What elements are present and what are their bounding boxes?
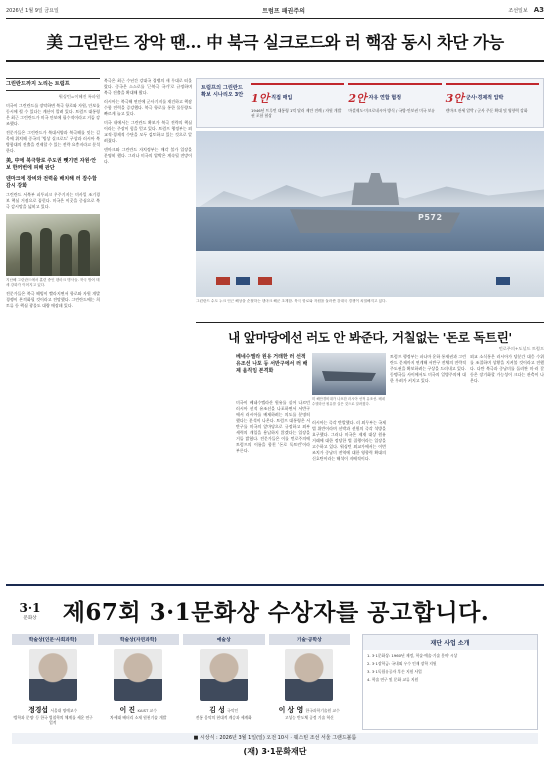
foundation-intro-box xyxy=(362,634,538,730)
winner-portrait xyxy=(200,649,248,701)
winner-affiliation: 한국과학기술원 교수 xyxy=(305,708,340,713)
winner-category: 학술상(자연과학) xyxy=(98,634,180,645)
winners-list xyxy=(12,634,350,730)
winner-name: 이 진 xyxy=(119,706,136,714)
page-header xyxy=(6,4,544,16)
left-subhead: 美, 中에 북극항로 주도권 뺏기면 자원·안보 한꺼번에 피해 판단 xyxy=(6,158,97,171)
winner-achievement: 전통 음악의 현대적 계승과 세계화 xyxy=(195,715,252,720)
foundation-name: (재) 3·1문화재단 xyxy=(243,747,307,756)
winner-achievement: '법학과 문명' 등 한국 법철학의 체계를 세운 연구 업적 xyxy=(12,715,93,725)
ceremony-info: ■ 시상식 : 2026년 3월 1일(일) 오전 10시 · 웨스틴 조선 서울 그랜드볼룸 xyxy=(12,733,538,744)
hut-shape xyxy=(236,277,250,285)
step-description: 마셜제도·미크로네시아 방식 / 국방·안보권 미국 보유 xyxy=(348,108,436,113)
left-paragraph: 그린란드 서북부 피투피크 우주기지는 미사일 조기경보 핵심 거점으로 꼽힌다. 미국은 이곳을 중심으로 북극 감시망을 넓히고 있다. xyxy=(6,192,100,209)
body-column: 트럼프 행정부는 파나마 운하 통제권과 그린란드 문제까지 연계해 서반구 전체의 전략적 주도권을 확보하려는 구상을 드러내고 있다. 동맹국들 사이에서도 미국의 일방주의에 대한 우려가 커지고 있다. xyxy=(390,354,466,383)
middle-paragraph: 미국 내에서는 그린란드 확보가 북극 전략의 핵심이라는 주장이 힘을 얻고 있다. 트럼프 행정부는 외교적·경제적 수단을 모두 검토하고 있는 것으로 알려졌다. xyxy=(104,120,192,143)
section-title: 트럼프 패권주의 xyxy=(262,7,305,15)
intro-row: 4. 학술 연구 및 문화 교류 지원 xyxy=(367,677,419,682)
left-paragraph: 전문가들은 북극 해빙이 빨라지면서 항로와 자원 개발 경쟁이 본격화될 것이라고 전망했다. 그린란드에는 희토류 등 핵심 광물도 대량 매장돼 있다. xyxy=(6,291,100,308)
step-description: 1946년 트루먼 대통령 1억 달러 제안 전례 / 자원 개발권 포함 협상 xyxy=(251,108,342,119)
tanker-shape xyxy=(322,371,376,381)
body-column: 러시아는 즉각 반발했다. 러 외무부는 국제법 위반이라며 선박과 선원의 즉각 석방을 요구했다. 그러나 미국은 제재 대상 원유 거래에 대한 정당한 법 집행이라는 입장을 고수하고 있다. 워싱턴 외교가에서는 이번 조치가 중남미 전역에 대한 영향력 확대의 신호탄이라는 해석이 지배적이다. xyxy=(312,420,386,461)
middle-paragraph: 덴마크와 그린란드 자치정부는 매각 불가 입장을 분명히 했다. 그러나 미국의 압박은 계속될 전망이다. xyxy=(104,147,192,164)
left-kicker: 그린란드까지 노리는 트럼프 xyxy=(6,78,100,91)
intro-row: 2. 3·1장학금: 국내외 우수 인재 장학 지원 xyxy=(367,661,437,666)
step-title: 군사·경제적 압박 xyxy=(465,95,504,101)
soldier-figure xyxy=(20,232,32,276)
winner-category: 학술상(인문·사회과학) xyxy=(12,634,94,645)
body-column: 미국이 베네수엘라산 원유를 실어 나르던 러시아 선적 유조선을 나포하면서 서반구에서 러시아를 배제하려는 의도를 분명히 했다는 분석이 나온다. 트럼프 대통령은 서반구를 미국의 앞마당으로 규정하고 외부 세력의 개입을 용납하지 않겠다는 입장을 거듭 밝혔다. 전문가들은 이를 먼로주의에 트럼프의 이름을 합친 '돈로 독트린'이라 부른다. xyxy=(236,400,310,453)
hut-shape xyxy=(496,277,510,285)
left-paragraph: 전문가들은 그린란드가 북대서양과 북극해를 잇는 길목에 위치해 중국의 '빙상 실크로드' 구상과 러시아 북방함대의 진출을 견제할 수 있는 전략 요충지라고 분석한다. xyxy=(6,130,100,153)
award-advertisement xyxy=(6,584,544,754)
winner-name: 김 성 xyxy=(209,706,225,714)
soldiers-photo xyxy=(6,214,100,276)
intro-row: 3. 3·1독립유공자 후손 지원 사업 xyxy=(367,669,422,674)
second-headline-sub: 먼로주의+도널드 트럼프 xyxy=(498,346,544,351)
winner-affiliation: 국악인 xyxy=(227,708,239,713)
step-number: 3안 xyxy=(445,91,464,105)
step-number: 1안 xyxy=(251,91,270,105)
section-rule xyxy=(196,322,544,323)
headline-rule xyxy=(6,60,544,62)
step-description: 덴마크 관세 압박 / 군사 주둔 확대 및 영향력 강화 xyxy=(445,108,528,113)
ice-shape xyxy=(196,251,544,297)
second-headline: 내 앞마당에선 러도 안 봐준다, 거칠없는 '돈로 독트린' xyxy=(228,330,512,345)
hull-number: P572 xyxy=(418,213,443,222)
step-title: 직접 매입 xyxy=(271,95,293,101)
infographic-label: 트럼프의 그린란드 확보 시나리오 3안 xyxy=(201,85,244,98)
issue-date: 2026년 1월 9일 금요일 xyxy=(6,7,59,14)
winner-achievement: 고성능 반도체 공정 기술 혁신 xyxy=(284,715,334,720)
award-title: 제67회 3·1문화상 수상자를 공고합니다. xyxy=(62,599,490,626)
scenario-step xyxy=(348,83,441,123)
main-headline: 美 그린란드 장악 땐… 中 북극 실크로드와 러 핵잠 동시 차단 가능 xyxy=(46,33,504,52)
soldiers-photo-caption: 지난해 그린란드에서 훈련 중인 덴마크 병사들. 북극 방어 태세 강화가 이어지고 있다. xyxy=(6,278,100,287)
middle-paragraph: 북극은 최근 수년간 강대국 경쟁의 새 무대로 떠올랐다. 중국은 스스로를 '근북극 국가'로 규정하며 북극 진출을 확대해 왔다. xyxy=(104,78,192,95)
middle-paragraph: 러시아는 북극해 연안에 군사기지를 재건하고 핵잠수함 전력을 증강했다. 북극 항로를 통한 물동량도 빠르게 늘고 있다. xyxy=(104,99,192,116)
winner-name: 정경섭 xyxy=(28,706,48,714)
winner-achievement: 차세대 배터리 소재 원천기술 개발 xyxy=(110,715,167,720)
left-column xyxy=(6,78,100,578)
award-logo xyxy=(16,596,44,626)
page-number: A3 xyxy=(533,6,544,14)
winner-card xyxy=(183,634,265,730)
winner-card xyxy=(98,634,180,730)
scenario-steps xyxy=(251,83,539,123)
hut-shape xyxy=(258,277,272,285)
award-logo-sub: 문화상 xyxy=(23,616,37,621)
step-number: 2안 xyxy=(348,91,367,105)
tanker-photo xyxy=(312,353,386,395)
winner-portrait xyxy=(114,649,162,701)
winner-category: 예술상 xyxy=(183,634,265,645)
middle-column xyxy=(104,78,192,578)
step-title: 자유 연합 협정 xyxy=(368,95,402,101)
hut-shape xyxy=(216,277,230,285)
scenario-infographic xyxy=(196,78,544,128)
scenario-step xyxy=(251,83,344,123)
header-rule xyxy=(6,18,544,19)
tanker-photo-caption: 미 해안경비대가 나포한 러시아 선적 유조선. 베네수엘라산 원유를 실은 것으로 알려졌다. xyxy=(312,397,386,406)
left-subhead: 덴마크에 장비와 전력을 배치해 러 잠수함 감시 강화 xyxy=(6,176,97,189)
soldier-figure xyxy=(78,230,90,276)
soldier-figure xyxy=(40,228,52,276)
body-column: 외교 소식통은 러시아가 당분간 대응 수위를 조절하며 상황을 지켜볼 것이라고 전했다. 다만 북극과 중남미를 둘러싼 미·러 갈등은 장기화할 가능성이 크다는 관측이 나온다. xyxy=(470,354,544,383)
navy-ship-photo xyxy=(196,131,544,297)
newspaper-name: 조선일보 xyxy=(508,7,528,14)
intro-row: 1. 3·1문화상: 1960년 제정, 학술·예술·기술 분야 시상 xyxy=(367,653,458,658)
award-logo-main: 3·1 xyxy=(19,601,41,615)
winner-affiliation: 서울대 명예교수 xyxy=(50,708,78,713)
intro-title: 재단 사업 소개 xyxy=(363,635,537,650)
second-lede: 베네수엘라 원유 거래한 러 선적 유조선 나포 등 서반구에서 러 배제 움직임 본격화 xyxy=(236,354,308,374)
winner-name: 이 상 영 xyxy=(278,706,304,714)
ship-superstructure xyxy=(346,173,402,205)
winner-portrait xyxy=(285,649,333,701)
winner-card xyxy=(269,634,351,730)
left-byline: 워싱턴=이혜진 특파원 xyxy=(58,94,100,99)
winner-card xyxy=(12,634,94,730)
left-paragraph: 미국이 그린란드를 장악하면 북극 항로와 자원, 안보를 동시에 쥘 수 있다는 계산이 깔려 있다. 트럼프 대통령은 최근 그린란드가 미국 안보에 필수적이라고 거듭 강조했다. xyxy=(6,103,100,126)
soldier-figure xyxy=(60,234,72,276)
winner-portrait xyxy=(29,649,77,701)
winner-category: 기술·공학상 xyxy=(269,634,351,645)
scenario-step xyxy=(446,83,539,123)
winner-affiliation: KAIST 교수 xyxy=(137,708,157,713)
navy-photo-caption: 그린란드 수도 누크 인근 해상을 순찰하는 덴마크 해군 초계함. 북극 항로와 자원을 둘러싼 강대국 경쟁이 치열해지고 있다. xyxy=(196,299,387,303)
